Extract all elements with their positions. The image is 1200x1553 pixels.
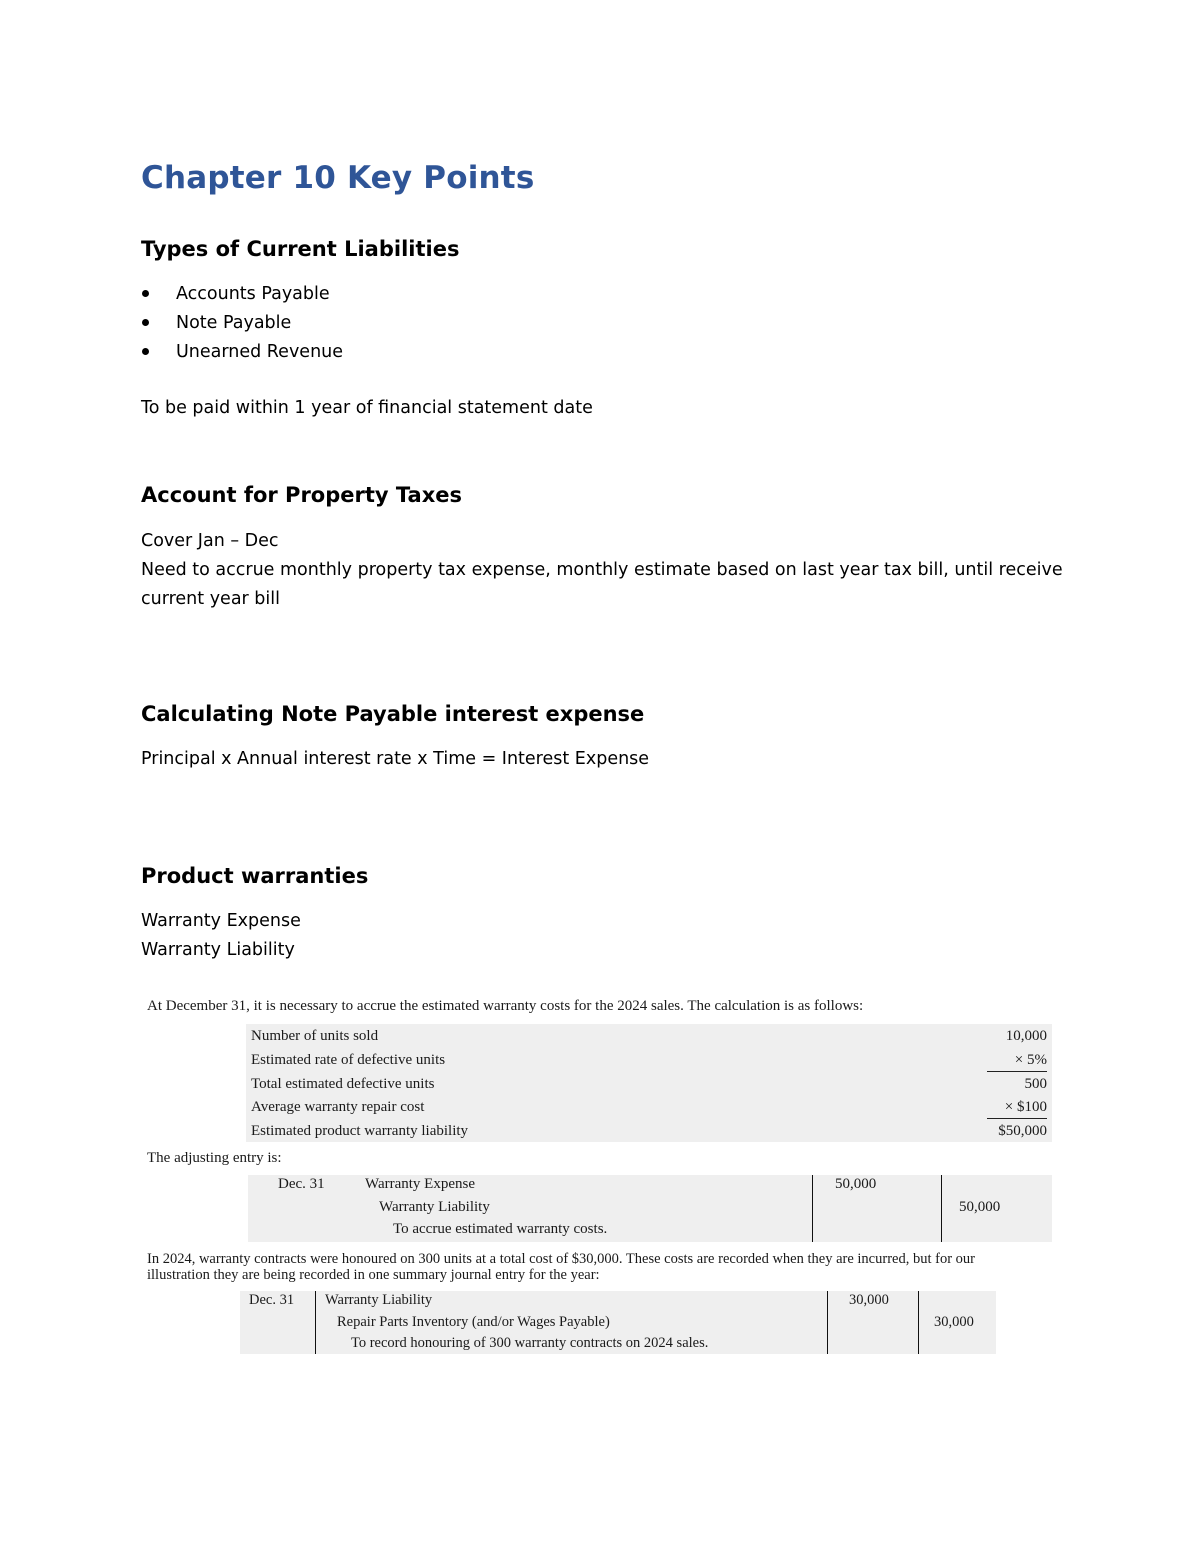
entry-credit-account: Repair Parts Inventory (and/or Wages Payable)	[337, 1314, 610, 1330]
table-row: Total estimated defective units 500	[251, 1076, 1047, 1092]
entry-debit-amount: 30,000	[849, 1292, 889, 1308]
entry-debit-account: Warranty Expense	[365, 1176, 475, 1192]
column-divider	[812, 1175, 813, 1242]
figure-paragraph-line-2: illustration they are being recorded in one summary journal entry for the year:	[147, 1267, 600, 1283]
adjusting-entry-label: The adjusting entry is:	[147, 1150, 282, 1166]
warranty-calculation-table	[246, 1024, 1052, 1142]
table-row: Number of units sold 10,000	[251, 1028, 1047, 1044]
list-item: Unearned Revenue	[141, 338, 343, 367]
column-divider	[918, 1291, 919, 1354]
bullet-icon	[142, 290, 149, 297]
column-divider	[827, 1291, 828, 1354]
interest-formula: Principal x Annual interest rate x Time = Interest Expense	[141, 749, 650, 769]
entry-credit-account: Warranty Liability	[379, 1199, 490, 1215]
column-divider	[941, 1175, 942, 1242]
entry-debit-account: Warranty Liability	[325, 1292, 433, 1308]
list-item: Accounts Payable	[141, 280, 343, 309]
entry-date: Dec. 31	[249, 1292, 295, 1308]
heading-liabilities: Types of Current Liabilities	[141, 237, 460, 261]
column-divider	[315, 1291, 316, 1354]
entry-credit-amount: 30,000	[934, 1314, 974, 1330]
table-row: Estimated product warranty liability $50,000	[251, 1123, 1047, 1139]
liabilities-note: To be paid within 1 year of financial statement date	[141, 398, 593, 418]
liabilities-list	[141, 280, 343, 367]
page-title: Chapter 10 Key Points	[141, 160, 535, 196]
table-row: Average warranty repair cost × $100	[251, 1099, 1047, 1115]
warranty-line-1: Warranty Expense	[141, 911, 301, 931]
journal-entry-adjusting	[248, 1175, 1052, 1242]
bullet-icon	[142, 319, 149, 326]
entry-explanation: To record honouring of 300 warranty contracts on 2024 sales.	[351, 1335, 709, 1351]
heading-property-taxes: Account for Property Taxes	[141, 483, 462, 507]
list-item: Note Payable	[141, 309, 343, 338]
warranty-line-2: Warranty Liability	[141, 940, 295, 960]
figure-intro: At December 31, it is necessary to accrue the estimated warranty costs for the 2024 sales. The calculation is as follows:	[147, 998, 864, 1014]
entry-explanation: To accrue estimated warranty costs.	[393, 1221, 608, 1237]
entry-credit-amount: 50,000	[959, 1199, 1001, 1215]
table-row: Estimated rate of defective units × 5%	[251, 1052, 1047, 1068]
bullet-icon	[142, 348, 149, 355]
property-line-3: current year bill	[141, 589, 280, 609]
entry-debit-amount: 50,000	[835, 1176, 877, 1192]
heading-interest: Calculating Note Payable interest expense	[141, 702, 645, 726]
property-line-2: Need to accrue monthly property tax expense, monthly estimate based on last year tax bill, until receive	[141, 560, 1063, 580]
entry-date: Dec. 31	[278, 1176, 325, 1192]
property-line-1: Cover Jan – Dec	[141, 531, 279, 551]
journal-entry-honouring	[240, 1291, 996, 1354]
figure-paragraph-line-1: In 2024, warranty contracts were honoured on 300 units at a total cost of $30,000. These costs are recorded when they are incurred, but for our	[147, 1251, 975, 1267]
heading-warranties: Product warranties	[141, 864, 369, 888]
